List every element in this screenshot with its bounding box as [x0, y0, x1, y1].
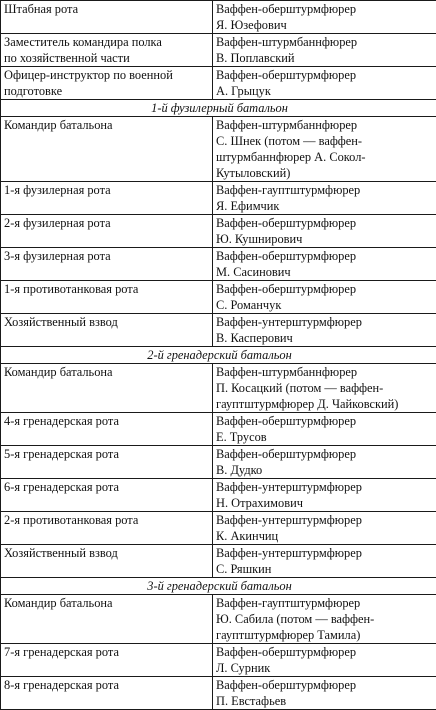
commander-text-line: А. Грыцук: [216, 83, 435, 99]
commander-cell: [213, 677, 436, 710]
commander-cell: [213, 364, 436, 413]
commander-text-line: Я. Ефимчик: [216, 198, 435, 214]
unit-text-line: 2-я противотанковая рота: [4, 512, 210, 528]
commander-text-line: Ваффен-унтерштурмфюрер: [216, 545, 435, 561]
commander-text-line: Ваффен-оберштурмфюрер: [216, 1, 435, 17]
unit-text-line: Офицер-инструктор по военной: [4, 67, 210, 83]
commander-text-line: Ваффен-оберштурмфюрер: [216, 677, 435, 693]
commander-text-line: С. Шнек (потом — ваффен-: [216, 133, 435, 149]
commander-text-line: М. Сасинович: [216, 264, 435, 280]
table-row: [1, 545, 436, 578]
table-row: [1, 248, 436, 281]
unit-text-line: 4-я гренадерская рота: [4, 413, 210, 429]
unit-cell: [1, 182, 213, 215]
commander-text-line: штурмбаннфюрер А. Сокол-: [216, 149, 435, 165]
unit-text-line: Командир батальона: [4, 595, 210, 611]
commander-text-line: Ваффен-оберштурмфюрер: [216, 67, 435, 83]
commander-text-line: П. Евстафьев: [216, 693, 435, 709]
table-row: [1, 446, 436, 479]
table-row: [1, 215, 436, 248]
unit-cell: [1, 446, 213, 479]
commander-text-line: Ю. Сабила (потом — ваффен-: [216, 611, 435, 627]
table-row: [1, 314, 436, 347]
unit-text-line: Хозяйственный взвод: [4, 545, 210, 561]
commander-text-line: гауптштурмфюрер Д. Чайковский): [216, 396, 435, 412]
commander-text-line: С. Романчук: [216, 297, 435, 313]
commander-cell: [213, 215, 436, 248]
table-row: [1, 117, 436, 182]
unit-cell: [1, 314, 213, 347]
table-row: [1, 34, 436, 67]
unit-text-line: Командир батальона: [4, 117, 210, 133]
commander-text-line: Ваффен-оберштурмфюрер: [216, 413, 435, 429]
section-header-row: [1, 347, 436, 364]
unit-cell: [1, 364, 213, 413]
commander-text-line: Ваффен-оберштурмфюрер: [216, 215, 435, 231]
commander-cell: [213, 413, 436, 446]
table-row: [1, 595, 436, 644]
commander-text-line: Ваффен-оберштурмфюрер: [216, 446, 435, 462]
unit-cell: [1, 281, 213, 314]
commander-text-line: Н. Отрахимович: [216, 495, 435, 511]
commander-text-line: В. Поплавский: [216, 50, 435, 66]
unit-text-line: Командир батальона: [4, 364, 210, 380]
commander-cell: [213, 1, 436, 34]
table-row: [1, 512, 436, 545]
section-title: 3-й гренадерский батальон: [1, 578, 436, 595]
commander-text-line: гауптштурмфюрер Тамила): [216, 627, 435, 643]
unit-cell: [1, 215, 213, 248]
unit-cell: [1, 545, 213, 578]
commander-cell: [213, 446, 436, 479]
commander-text-line: Ю. Кушнирович: [216, 231, 435, 247]
commander-text-line: Ваффен-штурмбаннфюрер: [216, 117, 435, 133]
commander-cell: [213, 182, 436, 215]
unit-text-line: 7-я гренадерская рота: [4, 644, 210, 660]
table-row: [1, 67, 436, 100]
unit-cell: [1, 677, 213, 710]
table-row: [1, 677, 436, 710]
unit-text-line: 1-я фузилерная рота: [4, 182, 210, 198]
unit-cell: [1, 413, 213, 446]
table-row: [1, 413, 436, 446]
table-body: [1, 1, 436, 710]
unit-cell: [1, 248, 213, 281]
table-row: [1, 644, 436, 677]
unit-cell: [1, 595, 213, 644]
commander-cell: [213, 281, 436, 314]
table-row: [1, 281, 436, 314]
commander-cell: [213, 67, 436, 100]
unit-text-line: 6-я гренадерская рота: [4, 479, 210, 495]
unit-text-line: по хозяйственной части: [4, 50, 210, 66]
unit-text-line: подготовке: [4, 83, 210, 99]
section-header-row: [1, 578, 436, 595]
unit-text-line: 2-я фузилерная рота: [4, 215, 210, 231]
unit-cell: [1, 512, 213, 545]
commander-text-line: П. Косацкий (потом — ваффен-: [216, 380, 435, 396]
commander-cell: [213, 545, 436, 578]
unit-text-line: 5-я гренадерская рота: [4, 446, 210, 462]
commander-text-line: К. Акинчиц: [216, 528, 435, 544]
unit-text-line: Заместитель командира полка: [4, 34, 210, 50]
unit-text-line: Штабная рота: [4, 1, 210, 17]
table-row: [1, 1, 436, 34]
commander-text-line: Я. Юзефович: [216, 17, 435, 33]
unit-text-line: 1-я противотанковая рота: [4, 281, 210, 297]
table-row: [1, 479, 436, 512]
unit-cell: [1, 644, 213, 677]
commander-text-line: Кутыловский): [216, 165, 435, 181]
commander-text-line: Ваффен-оберштурмфюрер: [216, 281, 435, 297]
commander-text-line: Ваффен-унтерштурмфюрер: [216, 314, 435, 330]
table-row: [1, 182, 436, 215]
unit-cell: [1, 34, 213, 67]
commander-text-line: Ваффен-оберштурмфюрер: [216, 644, 435, 660]
commander-text-line: Ваффен-гауптштурмфюрер: [216, 182, 435, 198]
commander-text-line: С. Ряшкин: [216, 561, 435, 577]
section-title: 2-й гренадерский батальон: [1, 347, 436, 364]
commander-cell: [213, 248, 436, 281]
commander-text-line: Ваффен-штурмбаннфюрер: [216, 364, 435, 380]
commander-text-line: Ваффен-гауптштурмфюрер: [216, 595, 435, 611]
commander-text-line: Е. Трусов: [216, 429, 435, 445]
unit-text-line: 8-я гренадерская рота: [4, 677, 210, 693]
unit-cell: [1, 479, 213, 512]
commander-cell: [213, 644, 436, 677]
commander-text-line: В. Касперович: [216, 330, 435, 346]
commander-text-line: Л. Сурник: [216, 660, 435, 676]
commander-text-line: Ваффен-унтерштурмфюрер: [216, 512, 435, 528]
commander-cell: [213, 479, 436, 512]
commander-text-line: Ваффен-унтерштурмфюрер: [216, 479, 435, 495]
commander-text-line: В. Дудко: [216, 462, 435, 478]
commander-cell: [213, 314, 436, 347]
unit-text-line: Хозяйственный взвод: [4, 314, 210, 330]
commander-text-line: Ваффен-штурмбаннфюрер: [216, 34, 435, 50]
unit-cell: [1, 1, 213, 34]
commander-cell: [213, 117, 436, 182]
table-row: [1, 364, 436, 413]
unit-cell: [1, 67, 213, 100]
unit-text-line: 3-я фузилерная рота: [4, 248, 210, 264]
unit-cell: [1, 117, 213, 182]
commander-cell: [213, 34, 436, 67]
section-header-row: [1, 100, 436, 117]
commander-cell: [213, 512, 436, 545]
commander-text-line: Ваффен-оберштурмфюрер: [216, 248, 435, 264]
commander-cell: [213, 595, 436, 644]
section-title: 1-й фузилерный батальон: [1, 100, 436, 117]
